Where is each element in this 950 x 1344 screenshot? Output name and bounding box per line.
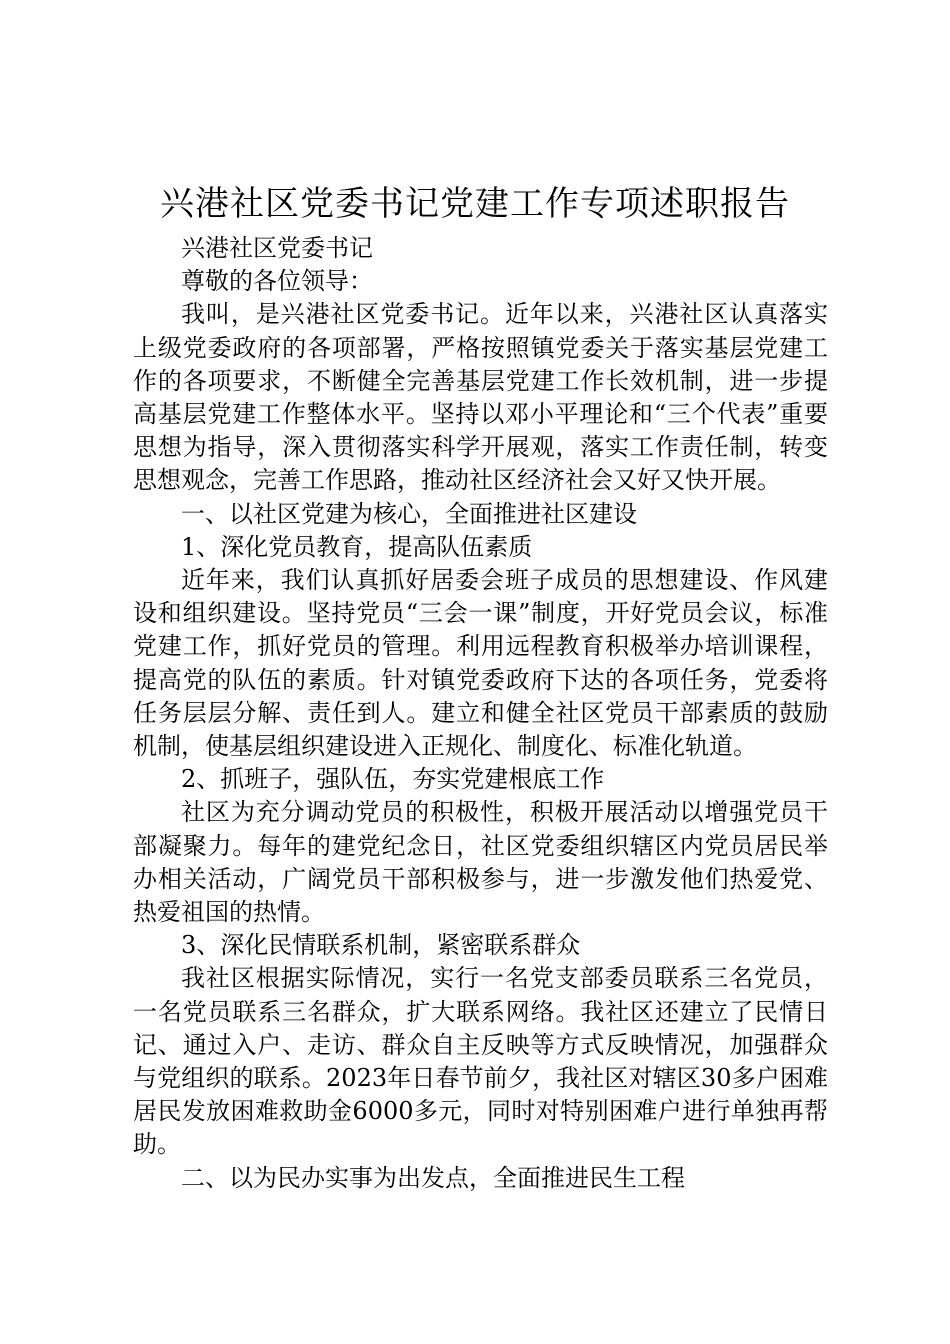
document-body	[133, 232, 828, 1195]
salutation: 尊敬的各位领导：	[181, 267, 373, 296]
section-heading-1: 一、以社区党建为核心，全面推进社区建设	[181, 499, 637, 528]
author-line: 兴港社区党委书记	[181, 234, 373, 262]
body-paragraph: 社区为充分调动党员的积极性，积极开展活动以增强党员干部凝聚力。每年的建党纪念日，社区党委组织辖区内党员居民举办相关活动，广阔党员干部积极参与，进一步激发他们热爱党、热爱祖国的热情。	[133, 798, 828, 927]
subsection-heading-3: 3、深化民情联系机制，紧密联系群众	[181, 931, 581, 960]
body-paragraph: 我社区根据实际情况，实行一名党支部委员联系三名党员，一名党员联系三名群众，扩大联系网络。我社区还建立了民情日记、通过入户、走访、群众自主反映等方式反映情况，加强群众与党组织的联系。2023年日春节前夕，我社区对辖区30多户困难居民发放困难救助金6000多元，同时对特别困难户进行单独再帮助。	[133, 964, 828, 1159]
subsection-heading-1: 1、深化党员教育，提高队伍素质	[181, 532, 533, 561]
intro-paragraph: 我叫，是兴港社区党委书记。近年以来，兴港社区认真落实上级党委政府的各项部署，严格按照镇党委关于落实基层党建工作的各项要求，不断健全完善基层党建工作长效机制，进一步提高基层党建工作整体水平。坚持以邓小平理论和“三个代表”重要思想为指导，深入贯彻落实科学开展观，落实工作责任制，转变思想观念，完善工作思路，推动社区经济社会又好又快开展。	[133, 300, 828, 495]
section-heading-2: 二、以为民办实事为出发点，全面推进民生工程	[181, 1163, 685, 1192]
subsection-heading-2: 2、抓班子，强队伍，夯实党建根底工作	[181, 765, 605, 794]
document-title: 兴港社区党委书记党建工作专项述职报告	[160, 184, 790, 224]
body-paragraph: 近年来，我们认真抓好居委会班子成员的思想建设、作风建设和组织建设。坚持党员“三会一课”制度，开好党员会议，标准党建工作，抓好党员的管理。利用远程教育积极举办培训课程，提高党的队伍的素质。针对镇党委政府下达的各项任务，党委将任务层层分解、责任到人。建立和健全社区党员干部素质的鼓励机制，使基层组织建设进入正规化、制度化、标准化轨道。	[133, 566, 828, 761]
